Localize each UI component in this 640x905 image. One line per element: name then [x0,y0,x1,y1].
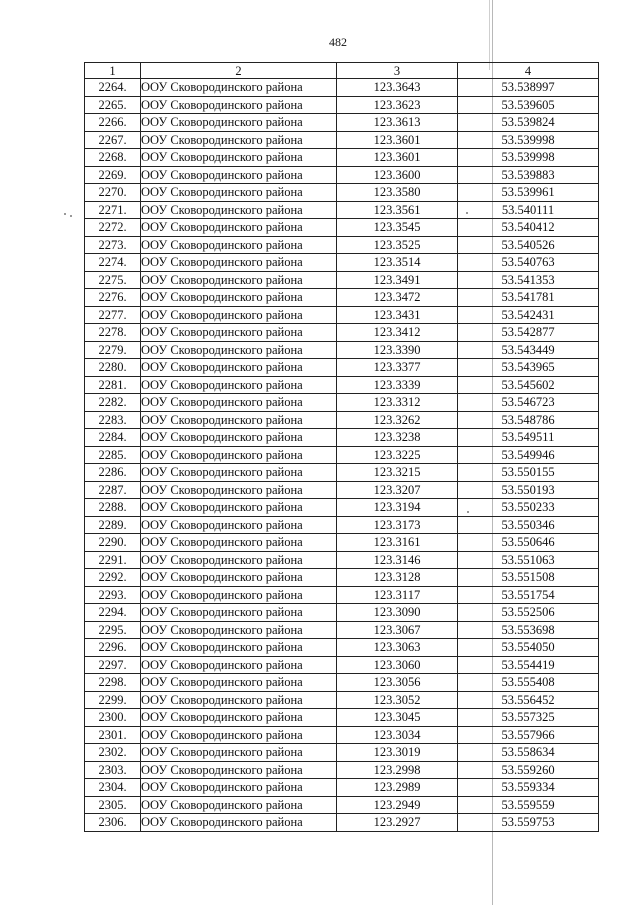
row-name: ООУ Сковородинского района [141,306,337,324]
table-row [85,481,599,499]
row-coordinate-x: 123.3312 [337,394,458,412]
row-coordinate-x: 123.3225 [337,446,458,464]
table-row [85,219,599,237]
row-coordinate-y: 53.539605 [458,96,599,114]
table-row [85,499,599,517]
table-row [85,236,599,254]
row-coordinate-y: 53.551063 [458,551,599,569]
row-name: ООУ Сковородинского района [141,289,337,307]
row-number: 2300. [85,709,141,727]
row-number: 2299. [85,691,141,709]
row-name: ООУ Сковородинского района [141,499,337,517]
row-coordinate-x: 123.3580 [337,184,458,202]
table-row [85,201,599,219]
row-coordinate-y: 53.550233 [458,499,599,517]
row-coordinate-y: 53.542877 [458,324,599,342]
row-name: ООУ Сковородинского района [141,131,337,149]
row-coordinate-x: 123.2927 [337,814,458,832]
row-number: 2279. [85,341,141,359]
row-coordinate-x: 123.3215 [337,464,458,482]
row-name: ООУ Сковородинского района [141,236,337,254]
row-coordinate-x: 123.3561 [337,201,458,219]
table-row [85,779,599,797]
row-name: ООУ Сковородинского района [141,394,337,412]
row-coordinate-x: 123.3045 [337,709,458,727]
row-coordinate-x: 123.3063 [337,639,458,657]
row-number: 2272. [85,219,141,237]
table-row [85,114,599,132]
scan-speck [70,215,72,217]
table-row [85,149,599,167]
row-number: 2303. [85,761,141,779]
row-coordinate-y: 53.541781 [458,289,599,307]
table-row [85,79,599,97]
row-coordinate-x: 123.3146 [337,551,458,569]
row-coordinate-y: 53.540412 [458,219,599,237]
row-coordinate-y: 53.552506 [458,604,599,622]
row-coordinate-y: 53.559334 [458,779,599,797]
row-name: ООУ Сковородинского района [141,569,337,587]
row-name: ООУ Сковородинского района [141,639,337,657]
row-name: ООУ Сковородинского района [141,96,337,114]
row-name: ООУ Сковородинского района [141,674,337,692]
table-row [85,464,599,482]
row-coordinate-x: 123.3545 [337,219,458,237]
row-name: ООУ Сковородинского района [141,551,337,569]
row-coordinate-x: 123.2989 [337,779,458,797]
row-name: ООУ Сковородинского района [141,446,337,464]
table-row [85,796,599,814]
row-coordinate-y: 53.551754 [458,586,599,604]
table-row [85,289,599,307]
table-row [85,96,599,114]
row-coordinate-x: 123.3194 [337,499,458,517]
row-number: 2285. [85,446,141,464]
row-coordinate-x: 123.3623 [337,96,458,114]
row-number: 2304. [85,779,141,797]
row-number: 2284. [85,429,141,447]
table-row [85,534,599,552]
row-coordinate-y: 53.555408 [458,674,599,692]
row-name: ООУ Сковородинского района [141,516,337,534]
table-row [85,691,599,709]
table-row [85,586,599,604]
row-coordinate-y: 53.539998 [458,131,599,149]
row-coordinate-x: 123.3117 [337,586,458,604]
row-coordinate-y: 53.539961 [458,184,599,202]
row-number: 2293. [85,586,141,604]
coordinates-table [84,62,599,832]
row-name: ООУ Сковородинского района [141,271,337,289]
table-row [85,394,599,412]
row-name: ООУ Сковородинского района [141,481,337,499]
table-row [85,569,599,587]
row-coordinate-y: 53.550155 [458,464,599,482]
table-row [85,446,599,464]
row-number: 2280. [85,359,141,377]
row-name: ООУ Сковородинского района [141,376,337,394]
row-number: 2296. [85,639,141,657]
table-row [85,604,599,622]
row-number: 2266. [85,114,141,132]
row-name: ООУ Сковородинского района [141,184,337,202]
page-number: 482 [329,35,347,49]
table-row [85,184,599,202]
row-coordinate-y: 53.550646 [458,534,599,552]
row-coordinate-x: 123.3060 [337,656,458,674]
table-row [85,744,599,762]
row-name: ООУ Сковородинского района [141,691,337,709]
row-coordinate-y: 53.550193 [458,481,599,499]
row-coordinate-x: 123.3431 [337,306,458,324]
header-row [85,63,599,79]
row-coordinate-y: 53.557325 [458,709,599,727]
row-coordinate-y: 53.541353 [458,271,599,289]
row-number: 2288. [85,499,141,517]
table-row [85,131,599,149]
table-row [85,271,599,289]
row-number: 2286. [85,464,141,482]
row-number: 2270. [85,184,141,202]
row-coordinate-y: 53.546723 [458,394,599,412]
row-coordinate-y: 53.540111 [458,201,599,219]
row-name: ООУ Сковородинского района [141,656,337,674]
row-number: 2290. [85,534,141,552]
row-coordinate-y: 53.538997 [458,79,599,97]
table-row [85,761,599,779]
row-name: ООУ Сковородинского района [141,464,337,482]
row-number: 2273. [85,236,141,254]
row-coordinate-x: 123.3600 [337,166,458,184]
row-coordinate-x: 123.3601 [337,149,458,167]
row-coordinate-x: 123.3052 [337,691,458,709]
row-coordinate-y: 53.540526 [458,236,599,254]
row-name: ООУ Сковородинского района [141,166,337,184]
row-number: 2281. [85,376,141,394]
row-coordinate-y: 53.550346 [458,516,599,534]
row-name: ООУ Сковородинского района [141,324,337,342]
row-coordinate-y: 53.539824 [458,114,599,132]
row-name: ООУ Сковородинского района [141,219,337,237]
row-coordinate-x: 123.3491 [337,271,458,289]
row-name: ООУ Сковородинского района [141,201,337,219]
row-name: ООУ Сковородинского района [141,814,337,832]
table-row [85,621,599,639]
row-coordinate-x: 123.3019 [337,744,458,762]
row-coordinate-x: 123.3390 [337,341,458,359]
row-coordinate-x: 123.3643 [337,79,458,97]
row-coordinate-y: 53.559753 [458,814,599,832]
row-coordinate-x: 123.3525 [337,236,458,254]
column-header-4: 4 [458,63,599,79]
row-coordinate-y: 53.557966 [458,726,599,744]
table-row [85,324,599,342]
column-header-1: 1 [85,63,141,79]
row-number: 2264. [85,79,141,97]
column-header-3: 3 [337,63,458,79]
row-name: ООУ Сковородинского района [141,779,337,797]
row-name: ООУ Сковородинского района [141,411,337,429]
row-coordinate-x: 123.3472 [337,289,458,307]
row-number: 2283. [85,411,141,429]
table-row [85,411,599,429]
row-coordinate-y: 53.542431 [458,306,599,324]
row-name: ООУ Сковородинского района [141,586,337,604]
row-number: 2278. [85,324,141,342]
row-number: 2267. [85,131,141,149]
table-body [85,79,599,832]
row-coordinate-x: 123.3090 [337,604,458,622]
row-coordinate-x: 123.3128 [337,569,458,587]
row-coordinate-y: 53.543449 [458,341,599,359]
row-number: 2294. [85,604,141,622]
table-row [85,656,599,674]
row-coordinate-x: 123.3412 [337,324,458,342]
row-name: ООУ Сковородинского района [141,114,337,132]
table-row [85,814,599,832]
row-name: ООУ Сковородинского района [141,726,337,744]
row-coordinate-y: 53.549946 [458,446,599,464]
row-coordinate-y: 53.540763 [458,254,599,272]
row-number: 2271. [85,201,141,219]
row-coordinate-x: 123.3173 [337,516,458,534]
row-number: 2287. [85,481,141,499]
row-coordinate-x: 123.3262 [337,411,458,429]
row-coordinate-y: 53.551508 [458,569,599,587]
table-row [85,376,599,394]
row-coordinate-x: 123.3056 [337,674,458,692]
row-coordinate-y: 53.554419 [458,656,599,674]
row-name: ООУ Сковородинского района [141,429,337,447]
row-coordinate-y: 53.553698 [458,621,599,639]
row-coordinate-y: 53.559260 [458,761,599,779]
column-header-2: 2 [141,63,337,79]
row-number: 2298. [85,674,141,692]
table-row [85,254,599,272]
row-number: 2302. [85,744,141,762]
row-coordinate-y: 53.559559 [458,796,599,814]
row-number: 2268. [85,149,141,167]
table-row [85,639,599,657]
row-coordinate-y: 53.548786 [458,411,599,429]
row-name: ООУ Сковородинского района [141,709,337,727]
row-name: ООУ Сковородинского района [141,604,337,622]
row-coordinate-x: 123.3601 [337,131,458,149]
row-number: 2269. [85,166,141,184]
row-coordinate-x: 123.2998 [337,761,458,779]
row-number: 2275. [85,271,141,289]
row-coordinate-x: 123.3034 [337,726,458,744]
row-coordinate-x: 123.3377 [337,359,458,377]
row-number: 2277. [85,306,141,324]
row-number: 2274. [85,254,141,272]
table-row [85,359,599,377]
row-coordinate-y: 53.554050 [458,639,599,657]
row-name: ООУ Сковородинского района [141,621,337,639]
row-name: ООУ Сковородинского района [141,534,337,552]
row-name: ООУ Сковородинского района [141,254,337,272]
row-coordinate-y: 53.549511 [458,429,599,447]
row-coordinate-y: 53.543965 [458,359,599,377]
table-row [85,306,599,324]
row-name: ООУ Сковородинского района [141,149,337,167]
row-number: 2301. [85,726,141,744]
table-row [85,551,599,569]
row-name: ООУ Сковородинского района [141,341,337,359]
row-coordinate-x: 123.3067 [337,621,458,639]
table-row [85,674,599,692]
row-coordinate-x: 123.3514 [337,254,458,272]
table-row [85,341,599,359]
row-number: 2297. [85,656,141,674]
table-row [85,429,599,447]
row-number: 2282. [85,394,141,412]
scan-speck [64,213,66,215]
row-name: ООУ Сковородинского района [141,359,337,377]
table-row [85,726,599,744]
row-number: 2289. [85,516,141,534]
row-number: 2295. [85,621,141,639]
row-coordinate-y: 53.558634 [458,744,599,762]
row-coordinate-y: 53.545602 [458,376,599,394]
row-coordinate-x: 123.2949 [337,796,458,814]
row-name: ООУ Сковородинского района [141,796,337,814]
row-number: 2305. [85,796,141,814]
row-coordinate-x: 123.3161 [337,534,458,552]
row-coordinate-x: 123.3613 [337,114,458,132]
row-number: 2265. [85,96,141,114]
row-number: 2306. [85,814,141,832]
row-coordinate-x: 123.3238 [337,429,458,447]
table-row [85,166,599,184]
row-coordinate-y: 53.539998 [458,149,599,167]
row-number: 2276. [85,289,141,307]
row-name: ООУ Сковородинского района [141,761,337,779]
row-coordinate-y: 53.556452 [458,691,599,709]
row-name: ООУ Сковородинского района [141,79,337,97]
row-number: 2291. [85,551,141,569]
row-name: ООУ Сковородинского района [141,744,337,762]
table-row [85,709,599,727]
table-row [85,516,599,534]
row-coordinate-x: 123.3207 [337,481,458,499]
row-coordinate-x: 123.3339 [337,376,458,394]
row-coordinate-y: 53.539883 [458,166,599,184]
row-number: 2292. [85,569,141,587]
